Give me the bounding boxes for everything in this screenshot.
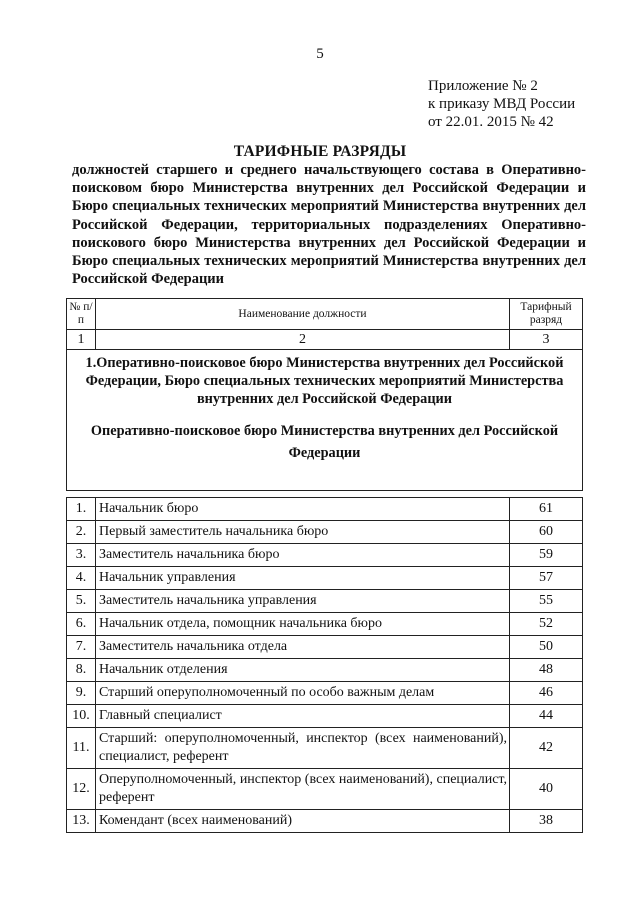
tariff-rank: 48: [510, 659, 583, 682]
tariff-rank: 61: [510, 498, 583, 521]
tariff-rank: 38: [510, 810, 583, 833]
table-row: [67, 659, 583, 682]
table-row: [67, 590, 583, 613]
position-name: Начальник отделения: [96, 659, 510, 682]
tariff-rank: 40: [510, 769, 583, 810]
table-row: [67, 728, 583, 769]
position-name: Комендант (всех наименований): [96, 810, 510, 833]
row-number: 11.: [67, 728, 96, 769]
tariff-rank: 42: [510, 728, 583, 769]
table-row: [67, 769, 583, 810]
row-number: 10.: [67, 705, 96, 728]
tariff-rank: 55: [510, 590, 583, 613]
document-subtitle: должностей старшего и среднего начальствующего состава в Оперативно-поисковом бюро Министерства внутренних дел Российской Федерации и Бюро специальных технических мероприятий Министерства внутренних дел Российской Федерации, территориальных подразделениях Оперативно-поискового бюро Министерства внутренних дел Российской Федерации и Бюро специальных технических мероприятий Министерства внутренних дел Российской Федерации: [72, 162, 586, 288]
row-number: 9.: [67, 682, 96, 705]
row-number: 12.: [67, 769, 96, 810]
row-number: 6.: [67, 613, 96, 636]
table-row: [67, 636, 583, 659]
tariff-rank: 57: [510, 567, 583, 590]
appendix-line-3: от 22.01. 2015 № 42: [428, 114, 554, 130]
section-title: 1.Оперативно-поисковое бюро Министерства внутренних дел Российской Федерации, Бюро специальных технических мероприятий Министерства внутренних дел Российской Федерации: [85, 355, 564, 407]
position-name: Заместитель начальника отдела: [96, 636, 510, 659]
header-name: Наименование должности: [96, 299, 510, 330]
table-row: [67, 705, 583, 728]
appendix-block: [428, 77, 575, 131]
row-number: 8.: [67, 659, 96, 682]
section-row: [67, 350, 583, 491]
table-row: [67, 810, 583, 833]
row-number: 1.: [67, 498, 96, 521]
table-row: [67, 498, 583, 521]
position-name: Заместитель начальника управления: [96, 590, 510, 613]
spacer-row: [67, 491, 583, 498]
tariff-rank: 52: [510, 613, 583, 636]
position-name: Оперуполномоченный, инспектор (всех наименований), специалист, референт: [96, 769, 510, 810]
position-name: Начальник управления: [96, 567, 510, 590]
tariff-rank: 44: [510, 705, 583, 728]
tariff-rank: 60: [510, 521, 583, 544]
tariff-rank: 59: [510, 544, 583, 567]
tariff-rank: 46: [510, 682, 583, 705]
position-name: Начальник бюро: [96, 498, 510, 521]
header-num: № п/п: [67, 299, 96, 330]
table-header-row: [67, 299, 583, 330]
row-number: 13.: [67, 810, 96, 833]
page-number: 5: [316, 46, 324, 62]
header-rank: Тарифный разряд: [510, 299, 583, 330]
row-number: 3.: [67, 544, 96, 567]
table-row: [67, 567, 583, 590]
position-name: Главный специалист: [96, 705, 510, 728]
position-name: Старший оперуполномоченный по особо важным делам: [96, 682, 510, 705]
section-subtitle: Оперативно-поисковое бюро Министерства внутренних дел Российской Федерации: [90, 423, 559, 461]
row-number: 2.: [67, 521, 96, 544]
position-name: Заместитель начальника бюро: [96, 544, 510, 567]
column-number: 2: [96, 330, 510, 350]
section-cell: [67, 350, 583, 491]
column-numbers-row: [67, 330, 583, 350]
table-row: [67, 682, 583, 705]
tariff-rank: 50: [510, 636, 583, 659]
position-name: Начальник отдела, помощник начальника бюро: [96, 613, 510, 636]
column-number: 3: [510, 330, 583, 350]
row-number: 7.: [67, 636, 96, 659]
row-number: 5.: [67, 590, 96, 613]
appendix-line-2: к приказу МВД России: [428, 96, 576, 112]
table-body: [67, 498, 583, 833]
tariff-table: [66, 298, 583, 833]
table-row: [67, 544, 583, 567]
position-name: Старший: оперуполномоченный, инспектор (всех наименований), специалист, референт: [96, 728, 510, 769]
column-number: 1: [67, 330, 96, 350]
row-number: 4.: [67, 567, 96, 590]
position-name: Первый заместитель начальника бюро: [96, 521, 510, 544]
appendix-line-1: Приложение № 2: [428, 78, 538, 94]
table-row: [67, 613, 583, 636]
table-row: [67, 521, 583, 544]
document-title: ТАРИФНЫЕ РАЗРЯДЫ: [233, 143, 407, 160]
